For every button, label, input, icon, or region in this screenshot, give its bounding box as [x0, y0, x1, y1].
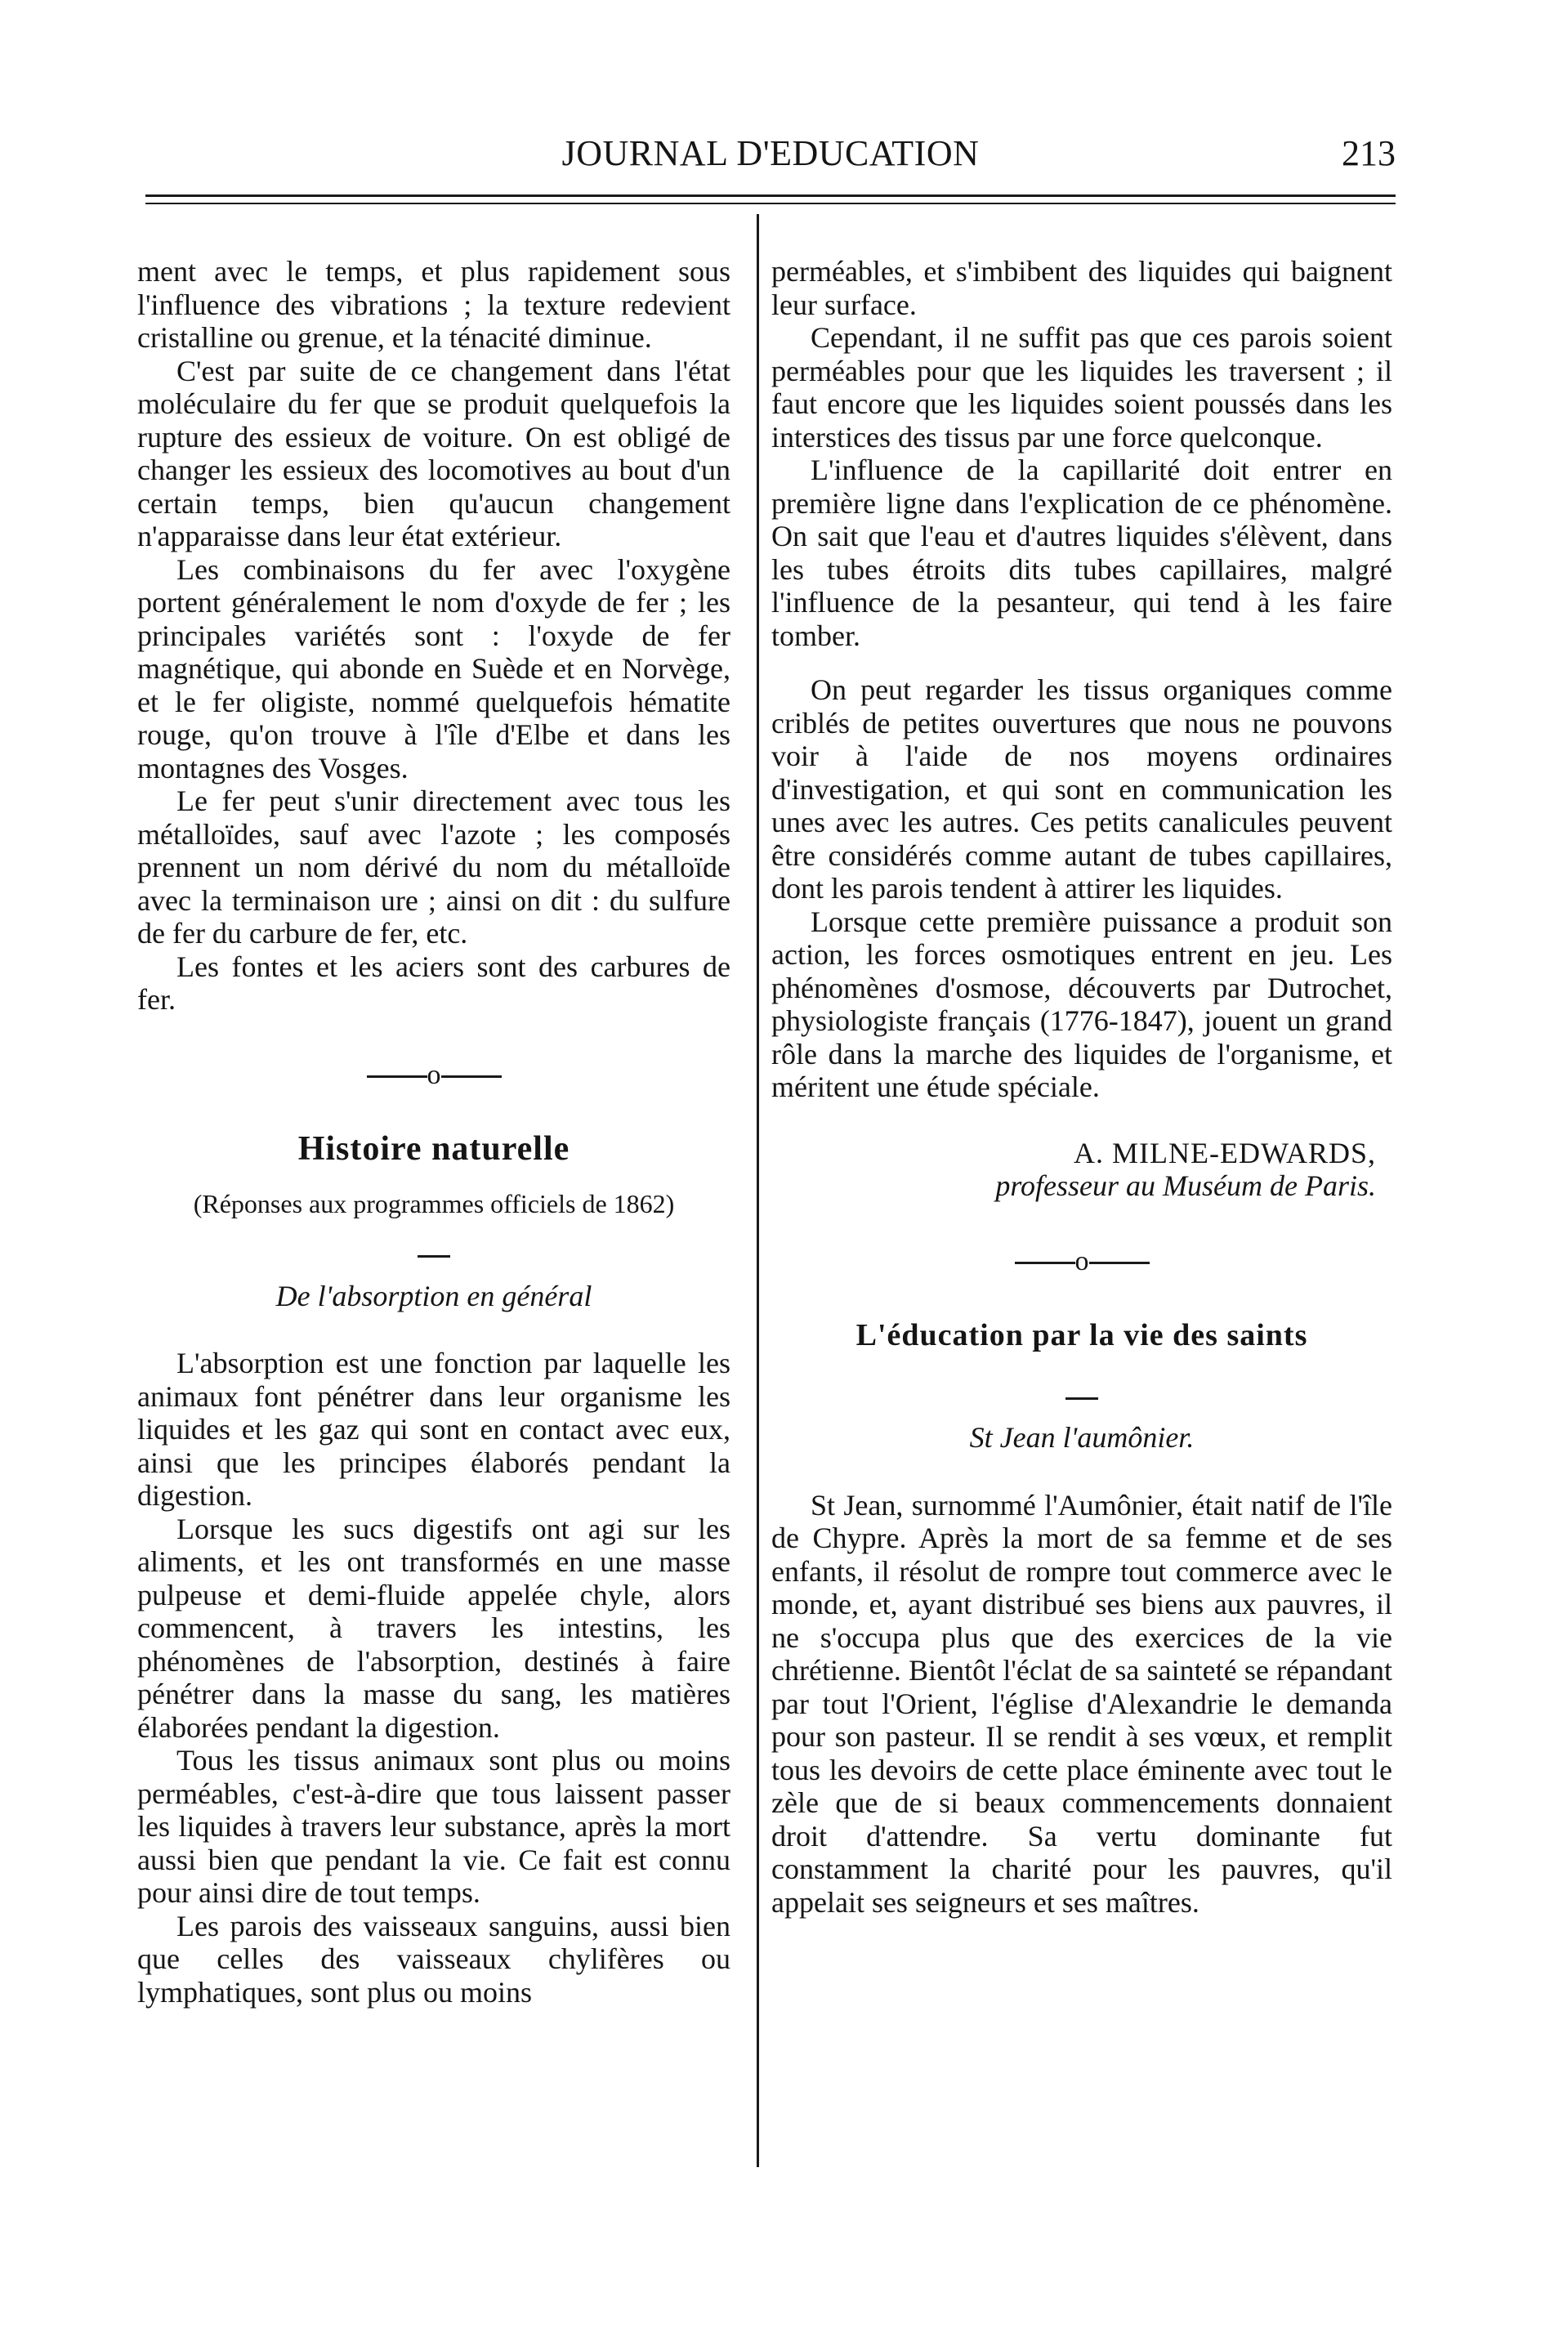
author-title: professeur au Muséum de Paris. [995, 1169, 1376, 1202]
paragraph: Cependant, il ne suffit pas que ces parois soient perméables pour que les liquides les traversent ; il faut encore que les liquides soient poussés dans les interstices des tissus par une force quelconque. [771, 321, 1392, 454]
section-title: Histoire naturelle [297, 1130, 570, 1168]
section-separator [771, 1245, 1392, 1279]
paragraph: Les combinaisons du fer avec l'oxygène portent généralement le nom d'oxyde de fer ; les principales variétés sont : l'oxyde de fer magnétique, qui abonde en Suède et en Norvège, et le fer oligiste, nommé quelquefois hématite rouge, qu'on trouve à l'île d'Elbe et dans les montagnes des Vosges. [137, 552, 730, 784]
right-column [771, 255, 1392, 1919]
running-title: JOURNAL D'EDUCATION [561, 133, 980, 173]
paragraph: L'influence de la capillarité doit entrer en première ligne dans l'explication de ce phénomène. On sait que l'eau et d'autres liquides s'élèvent, dans les tubes étroits dits tubes capillaires, malgré l'influence de la pesanteur, qui tend à les faire tomber. [771, 454, 1392, 652]
short-dash [137, 1231, 730, 1265]
paragraph: L'absorption est une fonction par laquelle les animaux font pénétrer dans leur organisme les liquides et les gaz qui sont en contact avec eux, ainsi que les principes élaborés pendant la digestion. [137, 1347, 730, 1512]
section-separator [137, 1059, 730, 1093]
section-subtitle: (Réponses aux programmes officiels de 1862) [193, 1188, 675, 1218]
subsection-heading: St Jean l'aumônier. [969, 1421, 1195, 1454]
paragraph: perméables, et s'imbibent des liquides qui baignent leur surface. [771, 255, 1392, 321]
paragraph: Lorsque cette première puissance a produit son action, les forces osmotiques entrent en jeu. Les phénomènes d'osmose, découverts par Dutrochet, physiologiste français (1776-1847), jouent un grand rôle dans la marche des liquides de l'organisme, et méritent une étude spéciale. [771, 905, 1392, 1103]
subsection-heading: De l'absorption en général [275, 1279, 592, 1312]
page-header [145, 132, 1396, 181]
column-divider [757, 214, 759, 2167]
paragraph: C'est par suite de ce changement dans l'état moléculaire du fer que se produit quelquefois la rupture des essieux de voiture. On est obligé de changer les essieux des locomotives au bout d'un certain temps, bien qu'aucun changement n'apparaisse dans leur état extérieur. [137, 354, 730, 552]
left-column [137, 255, 730, 2009]
author-signature: A. MILNE-EDWARDS, [1074, 1136, 1376, 1169]
separator-mark: o [427, 1059, 441, 1090]
paragraph: Le fer peut s'unir directement avec tous les métalloïdes, sauf avec l'azote ; les composés prennent un nom dérivé du nom du métalloïde avec la terminaison ure ; ainsi on dit : du sulfure de fer du carbure de fer, etc. [137, 784, 730, 950]
short-dash [771, 1374, 1392, 1407]
paragraph: Lorsque les sucs digestifs ont agi sur les aliments, et les ont transformés en une masse pulpeuse et demi-fluide appelée chyle, alors commencent, à travers les intestins, les phénomènes de l'absorption, destinés à faire pénétrer dans la masse du sang, les matières élaborées pendant la digestion. [137, 1512, 730, 1744]
paragraph: Les fontes et les aciers sont des carbures de fer. [137, 950, 730, 1016]
section-title: L'éducation par la vie des saints [855, 1318, 1308, 1352]
paragraph: St Jean, surnommé l'Aumônier, était natif de l'île de Chypre. Après la mort de sa femme et de ses enfants, il résolut de rompre tout commerce avec le monde, et, ayant distribué ses biens aux pauvres, il ne s'occupa plus que des exercices de la vie chrétienne. Bientôt l'éclat de sa sainteté se répandant par tout l'Orient, l'église d'Alexandrie le demanda pour son pasteur. Il se rendit à ses vœux, et remplit tous les devoirs de cette place éminente avec tout le zèle que de si beaux commencements donnaient droit d'attendre. Sa vertu dominante fut constamment la charité pour les pauvres, qu'il appelait ses seigneurs et ses maîtres. [771, 1488, 1392, 1919]
separator-mark: o [1074, 1245, 1089, 1276]
paragraph: Les parois des vaisseaux sanguins, aussi bien que celles des vaisseaux chylifères ou lymphatiques, sont plus ou moins [137, 1909, 730, 2009]
paragraph: On peut regarder les tissus organiques comme criblés de petites ouvertures que nous ne pouvons voir à l'aide de nos moyens ordinaires d'investigation, et qui sont en communication les unes avec les autres. Ces petits canalicules peuvent être considérés comme autant de tubes capillaires, dont les parois tendent à attirer les liquides. [771, 673, 1392, 905]
page-number: 213 [1342, 133, 1396, 173]
header-rule [145, 194, 1396, 197]
paragraph: Tous les tissus animaux sont plus ou moins perméables, c'est-à-dire que tous laissent passer les liquides à travers leur substance, après la mort aussi bien que pendant la vie. Ce fait est connu pour ainsi dire de tout temps. [137, 1744, 730, 1909]
header-rule-inner [145, 203, 1396, 204]
paragraph: ment avec le temps, et plus rapidement sous l'influence des vibrations ; la texture redevient cristalline ou grenue, et la ténacité diminue. [137, 255, 730, 354]
